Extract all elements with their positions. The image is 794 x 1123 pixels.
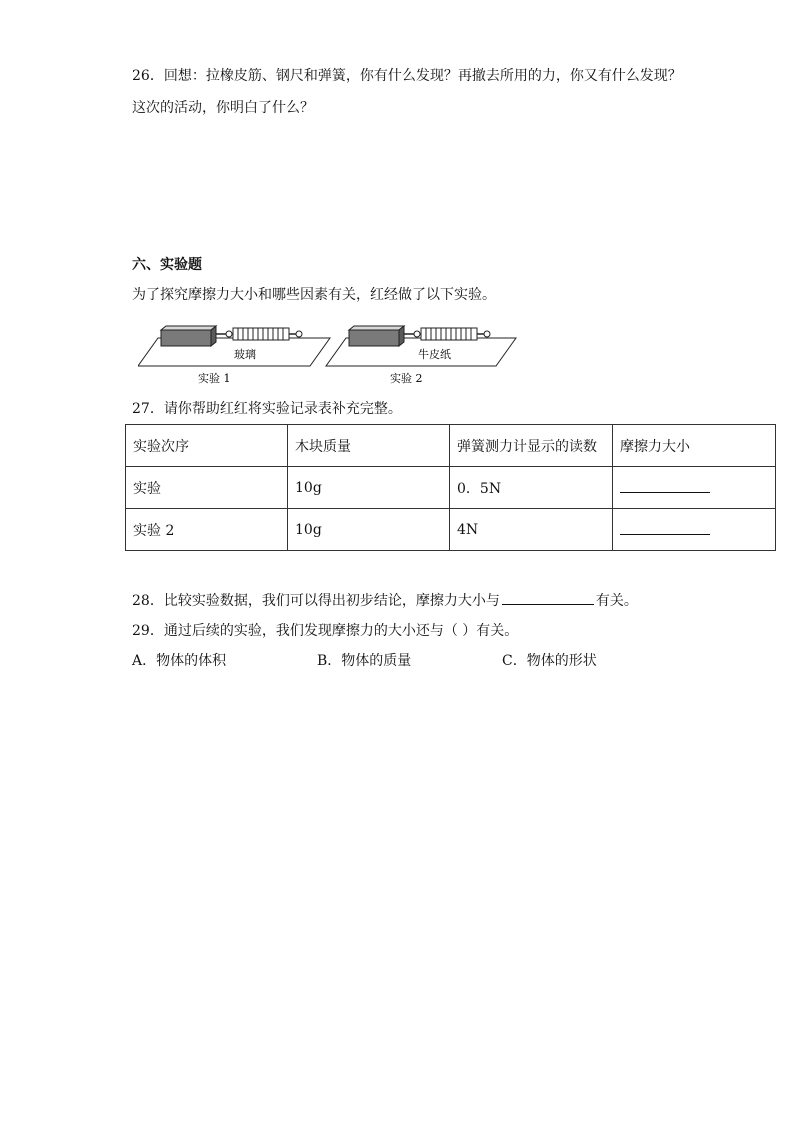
table-header-cell: 弹簧测力计显示的读数 (450, 425, 613, 467)
question-28 (132, 590, 638, 611)
answer-blank[interactable] (620, 520, 710, 535)
experiment-1-diagram (138, 326, 330, 385)
experiment-figure (138, 320, 518, 390)
table-cell: 实验 (126, 467, 288, 509)
answer-blank[interactable] (620, 478, 710, 493)
section-title: 六、实验题 (132, 257, 202, 273)
question-26-line-1: 26．回想：拉橡皮筋、钢尺和弹簧，你有什么发现？再撤去所用的力，你又有什么发现？ (132, 68, 682, 84)
table-cell: 4N (450, 509, 613, 551)
answer-blank[interactable] (502, 590, 594, 605)
question-28-text: 28．比较实验数据，我们可以得出初步结论，摩擦力大小与 (132, 593, 500, 609)
table-cell: 10g (288, 509, 450, 551)
experiment-2-caption: 实验 2 (390, 372, 423, 385)
table-header-cell: 摩擦力大小 (613, 425, 776, 467)
experiment-record-table (125, 424, 776, 551)
option-a[interactable]: A．物体的体积 (132, 653, 227, 669)
table-cell: 实验 2 (126, 509, 288, 551)
question-29-prompt: 29．通过后续的实验，我们发现摩擦力的大小还与（ ）有关。 (132, 623, 519, 639)
question-28-suffix: 有关。 (595, 593, 638, 609)
table-header-row (126, 425, 776, 467)
section-intro: 为了探究摩擦力大小和哪些因素有关，红经做了以下实验。 (132, 287, 496, 303)
option-c[interactable]: C．物体的形状 (502, 653, 597, 669)
table-header-cell: 实验次序 (126, 425, 288, 467)
friction-answer-cell[interactable] (613, 509, 776, 551)
experiment-2-diagram (326, 326, 516, 385)
question-26-line-2: 这次的活动，你明白了什么？ (132, 100, 314, 116)
experiment-1-surface-label: 玻璃 (234, 348, 256, 361)
table-cell: 0．5N (450, 467, 613, 509)
table-row (126, 509, 776, 551)
option-b[interactable]: B．物体的质量 (317, 653, 412, 669)
table-row (126, 467, 776, 509)
experiment-1-caption: 实验 1 (198, 372, 231, 385)
table-cell: 10g (288, 467, 450, 509)
question-27-prompt: 27．请你帮助红红将实验记录表补充完整。 (132, 401, 402, 417)
table-header-cell: 木块质量 (288, 425, 450, 467)
experiment-2-surface-label: 牛皮纸 (418, 348, 451, 361)
friction-answer-cell[interactable] (613, 467, 776, 509)
